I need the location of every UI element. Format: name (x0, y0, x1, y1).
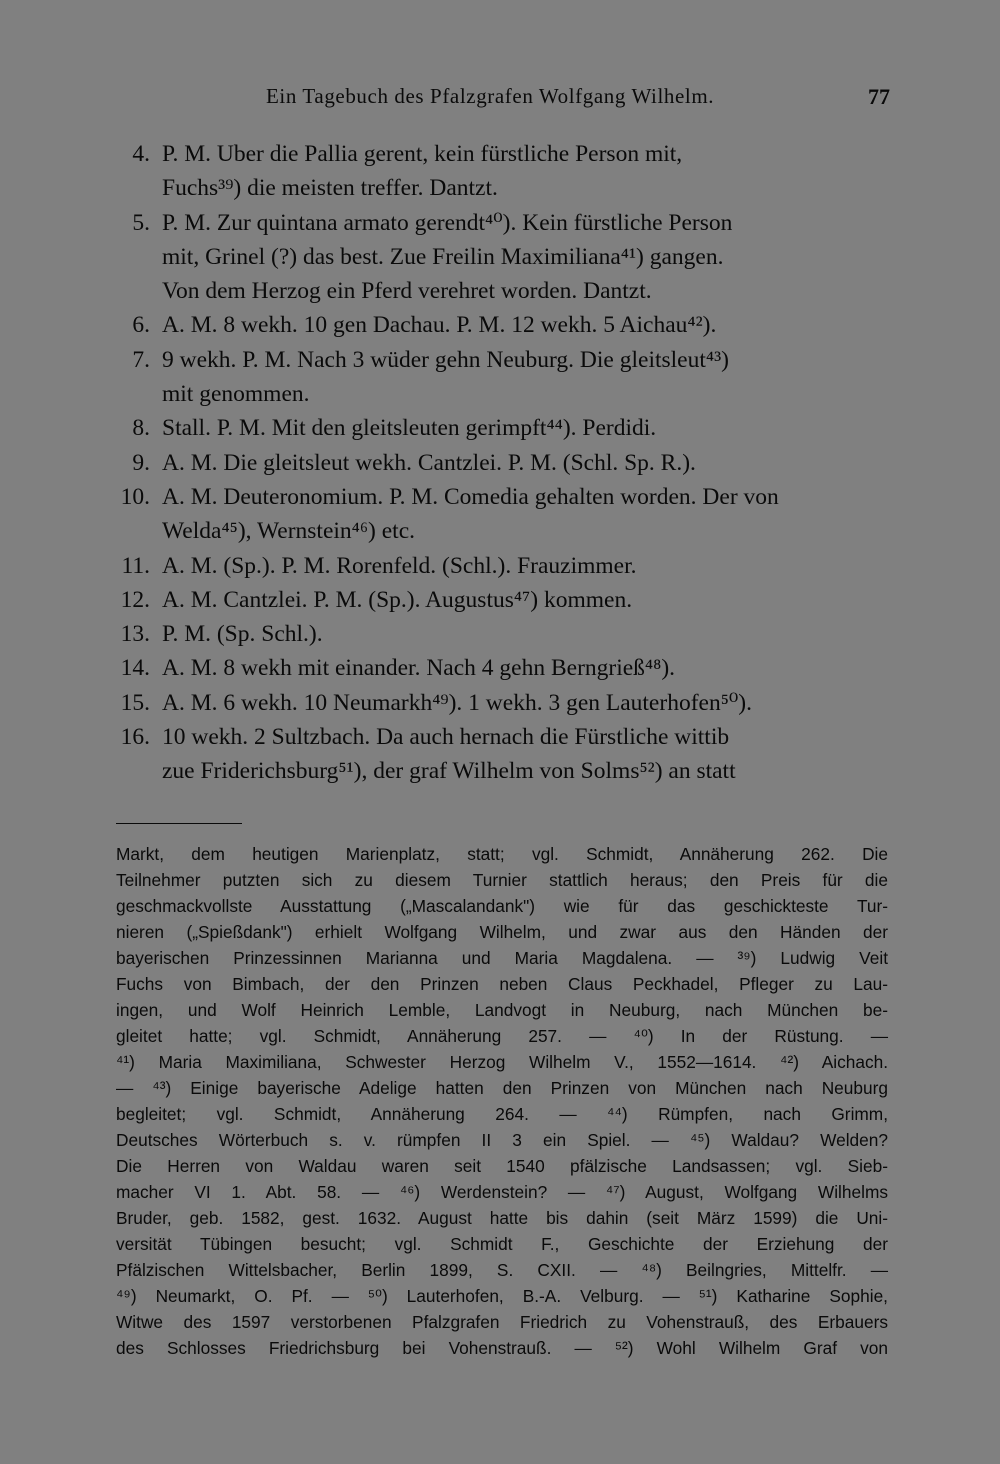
footnote-line: des Schlosses Friedrichsburg bei Vohenstrauß. — ⁵²) Wohl Wilhelm Graf von (116, 1338, 888, 1358)
entry-line: mit genommen. (162, 381, 310, 408)
entry-number: 11. (121, 552, 150, 579)
entry-number: 14. (120, 655, 150, 682)
footnote-line: Deutsches Wörterbuch s. v. rümpfen II 3 ein Spiel. — ⁴⁵) Waldau? Welden? (116, 1130, 888, 1150)
footnote-line: Pfälzischen Wittelsbacher, Berlin 1899, S. CXII. — ⁴⁸) Beilngries, Mittelfr. — (116, 1260, 888, 1280)
footnote-line: ⁴¹) Maria Maximiliana, Schwester Herzog Wilhelm V., 1552—1614. ⁴²) Aichach. (116, 1052, 888, 1072)
footnote-line: Teilnehmer putzten sich zu diesem Turnier stattlich heraus; den Preis für die (116, 870, 888, 890)
footnote-line: gleitet hatte; vgl. Schmidt, Annäherung 257. — ⁴⁰) In der Rüstung. — (116, 1026, 888, 1046)
diary-entry (116, 617, 890, 651)
entry-line: A. M. Cantzlei. P. M. (Sp.). Augustus⁴⁷) kommen. (162, 586, 633, 613)
diary-entry (116, 583, 890, 617)
footnote-line: macher VI 1. Abt. 58. — ⁴⁶) Werdenstein? — ⁴⁷) August, Wolfgang Wilhelms (116, 1182, 888, 1202)
footnote-line: nieren („Spießdank") erhielt Wolfgang Wilhelm, und zwar aus den Händen der (116, 922, 888, 942)
entry-number: 13. (120, 621, 150, 648)
entry-line: P. M. (Sp. Schl.). (162, 621, 323, 648)
entry-number: 5. (132, 209, 150, 236)
entry-line: 10 wekh. 2 Sultzbach. Da auch hernach die Fürstliche wittib (162, 724, 730, 751)
diary-entry (116, 480, 890, 549)
entry-number: 9. (132, 449, 150, 476)
diary-entry (116, 720, 890, 789)
running-title: Ein Tagebuch des Pfalzgrafen Wolfgang Wilhelm. (266, 84, 715, 108)
page-number: 77 (868, 84, 890, 109)
footnote-line: Markt, dem heutigen Marienplatz, statt; vgl. Schmidt, Annäherung 262. Die (116, 844, 888, 864)
diary-entry (116, 206, 890, 309)
entry-line: mit, Grinel (?) das best. Zue Freilin Maximiliana⁴¹) gangen. (162, 243, 724, 270)
entry-number: 12. (120, 586, 150, 613)
entry-number: 7. (132, 346, 150, 373)
footnote-line: Witwe des 1597 verstorbenen Pfalzgrafen Friedrich zu Vohenstrauß, des Erbauers (116, 1312, 888, 1332)
diary-entry (116, 137, 890, 206)
entry-line: 9 wekh. P. M. Nach 3 wüder gehn Neuburg. Die gleitsleut⁴³) (162, 346, 729, 373)
footnote-line: ⁴⁹) Neumarkt, O. Pf. — ⁵⁰) Lauterhofen, B.-A. Velburg. — ⁵¹) Katharine Sophie, (116, 1286, 888, 1306)
entry-line: A. M. (Sp.). P. M. Rorenfeld. (Schl.). Frauzimmer. (162, 552, 637, 579)
entry-number: 10. (120, 483, 150, 510)
entry-line: Fuchs³⁹) die meisten treffer. Dantzt. (162, 175, 498, 202)
diary-entry (116, 549, 890, 583)
diary-entry (116, 446, 890, 480)
entry-line: A. M. 6 wekh. 10 Neumarkh⁴⁹). 1 wekh. 3 gen Lauterhofen⁵⁰). (162, 689, 753, 716)
footnotes (116, 841, 888, 1361)
entry-line: P. M. Uber die Pallia gerent, kein fürstliche Person mit, (162, 141, 683, 167)
footnote-line: geschmackvollste Ausstattung („Mascalandank") wie für das geschickteste Tur- (116, 896, 888, 916)
entry-line: Stall. P. M. Mit den gleitsleuten gerimpft⁴⁴). Perdidi. (162, 415, 657, 442)
entry-line: Von dem Herzog ein Pferd verehret worden. Dantzt. (162, 278, 652, 305)
footnote-line: Fuchs von Bimbach, der den Prinzen neben Claus Peckhadel, Pfleger zu Lau- (116, 974, 888, 994)
footnote-line: bayerischen Prinzessinnen Marianna und Maria Magdalena. — ³⁹) Ludwig Veit (116, 948, 888, 968)
footnote-line: — ⁴³) Einige bayerische Adelige hatten den Prinzen von München nach Neuburg (116, 1078, 888, 1098)
diary-entries (116, 137, 890, 789)
entry-line: zue Friderichsburg⁵¹), der graf Wilhelm von Solms⁵²) an statt (162, 758, 736, 785)
diary-entry (116, 343, 890, 412)
diary-entry (116, 651, 890, 685)
footnote-line: Bruder, geb. 1582, gest. 1632. August hatte bis dahin (seit März 1599) die Uni- (116, 1208, 888, 1228)
entry-line: A. M. Deuteronomium. P. M. Comedia gehalten worden. Der von (162, 483, 779, 510)
diary-entry (116, 686, 890, 720)
footnote-line: Die Herren von Waldau waren seit 1540 pfälzische Landsassen; vgl. Sieb- (116, 1156, 888, 1176)
entry-line: A. M. 8 wekh. 10 gen Dachau. P. M. 12 wekh. 5 Aichau⁴²). (162, 312, 717, 339)
entry-number: 8. (132, 415, 150, 442)
entry-line: A. M. 8 wekh mit einander. Nach 4 gehn Berngrieß⁴⁸). (162, 655, 676, 682)
footnote-separator (116, 823, 242, 824)
entry-number: 15. (120, 689, 150, 716)
entry-line: Welda⁴⁵), Wernstein⁴⁶) etc. (162, 518, 416, 545)
entry-number: 4. (132, 141, 150, 167)
page-header (116, 84, 890, 118)
diary-entry (116, 411, 890, 445)
footnote-line: versität Tübingen besucht; vgl. Schmidt F., Geschichte der Erziehung der (116, 1234, 888, 1254)
entry-number: 16. (120, 724, 150, 751)
footnote-line: ingen, und Wolf Heinrich Lemble, Landvogt in Neuburg, nach München be- (116, 1000, 888, 1020)
entry-line: A. M. Die gleitsleut wekh. Cantzlei. P. M. (Schl. Sp. R.). (162, 449, 696, 476)
entry-line: P. M. Zur quintana armato gerendt⁴⁰). Kein fürstliche Person (162, 209, 733, 236)
diary-entry (116, 308, 890, 342)
entry-number: 6. (132, 312, 150, 339)
footnote-line: begleitet; vgl. Schmidt, Annäherung 264. — ⁴⁴) Rümpfen, nach Grimm, (116, 1104, 888, 1124)
